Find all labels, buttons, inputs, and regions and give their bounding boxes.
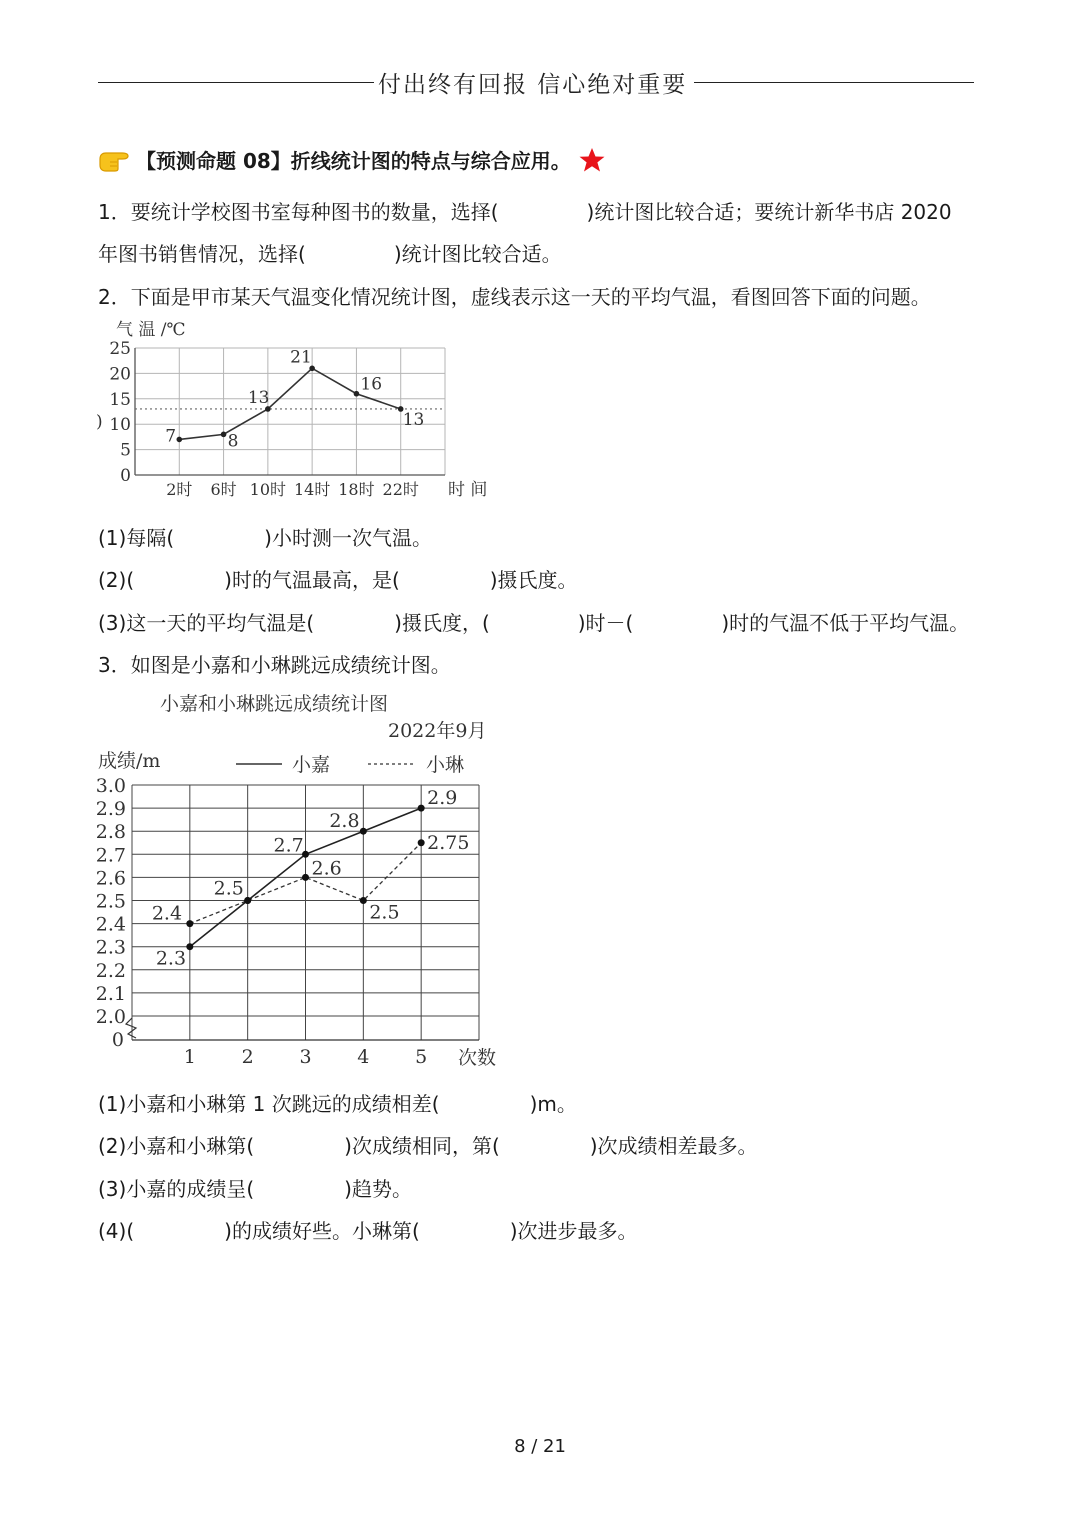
q2-part2 bbox=[98, 564, 578, 593]
q1-line1-text-b: )统计图比较合适；要统计新华书店 2020 bbox=[586, 200, 952, 224]
jump-ytick-label: 2.3 bbox=[95, 936, 126, 959]
q3-p4-text-c: )次进步最多。 bbox=[509, 1219, 638, 1243]
jump-title: 小嘉和小琳跳远成绩统计图 bbox=[160, 693, 389, 715]
q3-p2-text-a: (2)小嘉和小琳第( bbox=[98, 1134, 255, 1158]
jump-subtitle: 2022年9月 bbox=[388, 720, 487, 742]
temp-xtick-label: 22时 bbox=[382, 480, 419, 499]
jump-xiaolin-label: 2.5 bbox=[369, 901, 400, 924]
jump-ytick-label: 2.7 bbox=[95, 844, 126, 867]
jump-axis-break bbox=[126, 1018, 136, 1038]
star-icon bbox=[579, 147, 605, 173]
pointing-hand-icon bbox=[98, 147, 132, 173]
q2-p2-text-a: (2)( bbox=[98, 568, 135, 592]
jump-xiaolin-label: 2.4 bbox=[151, 902, 183, 925]
q2-p2-text-c: )摄氏度。 bbox=[489, 568, 578, 592]
jump-xiaojia-label: 2.5 bbox=[213, 877, 244, 900]
jump-xiaolin-label: 2.6 bbox=[311, 857, 342, 880]
q3-part3 bbox=[98, 1173, 412, 1202]
q1-line1-text-a: 1．要统计学校图书室每种图书的数量，选择( bbox=[98, 200, 499, 224]
page-number: 8 / 21 bbox=[514, 1436, 566, 1457]
jump-xiaolin-point bbox=[244, 897, 251, 904]
q2-p2-text-b: )时的气温最高，是( bbox=[224, 568, 400, 592]
header-rule-left bbox=[98, 82, 374, 83]
jump-xtick-label: 2 bbox=[241, 1046, 254, 1068]
temp-ytick-label: 10 bbox=[109, 415, 131, 436]
q3-p2-text-b: )次成绩相同，第( bbox=[344, 1134, 500, 1158]
temp-xtick-label: 6时 bbox=[210, 480, 237, 499]
long-jump-chart bbox=[90, 685, 520, 1075]
temp-ytick-label: 5 bbox=[120, 440, 131, 461]
q2-p3-text-d: )时的气温不低于平均气温。 bbox=[721, 611, 970, 635]
q2-intro: 2．下面是甲市某天气温变化情况统计图，虚线表示这一天的平均气温，看图回答下面的问题。 bbox=[98, 285, 931, 309]
jump-ytick-label: 2.8 bbox=[95, 821, 126, 844]
jump-ytick-label: 3.0 bbox=[95, 775, 126, 797]
q1-line2 bbox=[98, 238, 562, 267]
jump-legend-label: 小嘉 bbox=[292, 754, 331, 776]
temp-stray-mark: ) bbox=[96, 412, 103, 432]
jump-xiaolin-point bbox=[418, 839, 425, 846]
jump-ytick-label: 2.5 bbox=[95, 890, 126, 913]
q3-p4-text-a: (4)( bbox=[98, 1219, 135, 1243]
jump-origin-label: 0 bbox=[111, 1029, 124, 1051]
q3-p3-text-b: )趋势。 bbox=[344, 1177, 412, 1201]
q3-intro: 3．如图是小嘉和小琳跳远成绩统计图。 bbox=[98, 653, 451, 677]
jump-xiaolin-point bbox=[360, 897, 367, 904]
q3-part2 bbox=[98, 1130, 758, 1159]
q3-p4-text-b: )的成绩好些。小琳第( bbox=[224, 1219, 420, 1243]
temp-xtick-label: 10时 bbox=[249, 480, 287, 499]
temp-point bbox=[221, 432, 227, 438]
jump-xiaolin-label: 2.75 bbox=[427, 831, 470, 854]
temp-point bbox=[176, 437, 182, 443]
q2-p1-text-b: )小时测一次气温。 bbox=[264, 526, 432, 550]
q2-p3-text-b: )摄氏度，( bbox=[394, 611, 490, 635]
q3-p1-text-a: (1)小嘉和小琳第 1 次跳远的成绩相差( bbox=[98, 1092, 440, 1116]
section-title-row bbox=[98, 145, 605, 174]
temp-data-label: 13 bbox=[402, 409, 425, 430]
temp-xlabel: 时 间 bbox=[448, 480, 488, 500]
jump-ylabel: 成绩/m bbox=[98, 750, 161, 772]
q3-p2-text-c: )次成绩相差最多。 bbox=[589, 1134, 758, 1158]
temp-ytick-label: 0 bbox=[120, 466, 131, 486]
q3-part1 bbox=[98, 1088, 577, 1117]
jump-xtick-label: 1 bbox=[183, 1046, 196, 1068]
jump-xtick-label: 4 bbox=[357, 1046, 370, 1068]
q2-p3-text-c: )时－( bbox=[577, 611, 634, 635]
q3-p1-text-b: )m。 bbox=[529, 1092, 577, 1116]
header-rule-right bbox=[694, 82, 974, 83]
jump-xtick-label: 3 bbox=[299, 1046, 312, 1068]
jump-xiaojia-label: 2.3 bbox=[155, 947, 187, 970]
temp-ylabel: 气 温 /℃ bbox=[116, 320, 186, 340]
temp-point bbox=[354, 391, 360, 397]
jump-ytick-label: 2.2 bbox=[95, 959, 126, 982]
jump-xiaojia-point bbox=[186, 943, 193, 950]
q3-p3-text-a: (3)小嘉的成绩呈( bbox=[98, 1177, 255, 1201]
jump-xiaolin-point bbox=[186, 920, 193, 927]
jump-ytick-label: 2.0 bbox=[95, 1006, 126, 1028]
jump-xiaojia-label: 2.9 bbox=[427, 787, 458, 810]
header-motto: 付出终有回报 信心绝对重要 bbox=[378, 72, 688, 98]
q1-line2-text-a: 年图书销售情况，选择( bbox=[98, 242, 306, 266]
jump-xiaolin-point bbox=[302, 874, 309, 881]
temp-ytick-label: 15 bbox=[109, 389, 131, 410]
jump-xiaojia-point bbox=[360, 828, 367, 835]
temp-data-label: 7 bbox=[165, 426, 177, 447]
jump-ytick-label: 2.9 bbox=[95, 798, 126, 821]
section-title: 【预测命题 08】折线统计图的特点与综合应用。 bbox=[136, 149, 571, 173]
q2-p3-text-a: (3)这一天的平均气温是( bbox=[98, 611, 315, 635]
temp-data-label: 13 bbox=[247, 387, 270, 408]
temp-ytick-label: 20 bbox=[109, 364, 131, 385]
jump-ytick-label: 2.4 bbox=[95, 913, 126, 936]
temp-data-label: 16 bbox=[360, 374, 383, 395]
temp-xtick-label: 18时 bbox=[338, 480, 375, 499]
temp-ytick-label: 25 bbox=[109, 339, 131, 359]
temp-data-label: 8 bbox=[227, 431, 239, 452]
jump-xlabel: 次数 bbox=[458, 1047, 497, 1069]
q2-p1-text-a: (1)每隔( bbox=[98, 526, 175, 550]
jump-xiaojia-label: 2.7 bbox=[273, 834, 304, 857]
q2-part1 bbox=[98, 522, 432, 551]
jump-xiaojia-label: 2.8 bbox=[329, 810, 360, 833]
jump-xtick-label: 5 bbox=[415, 1046, 428, 1068]
temp-xtick-label: 2时 bbox=[166, 480, 193, 499]
q2-part3 bbox=[98, 607, 969, 636]
q1-line1 bbox=[98, 196, 952, 225]
jump-ytick-label: 2.6 bbox=[95, 867, 126, 890]
temperature-chart bbox=[90, 315, 510, 505]
jump-ytick-label: 2.1 bbox=[95, 982, 126, 1005]
temp-xtick-label: 14时 bbox=[293, 480, 331, 499]
q1-line2-text-b: )统计图比较合适。 bbox=[393, 242, 562, 266]
temp-data-label: 21 bbox=[290, 347, 312, 368]
jump-legend-label: 小琳 bbox=[426, 754, 465, 776]
jump-xiaojia-point bbox=[418, 805, 425, 812]
q3-part4 bbox=[98, 1215, 638, 1244]
